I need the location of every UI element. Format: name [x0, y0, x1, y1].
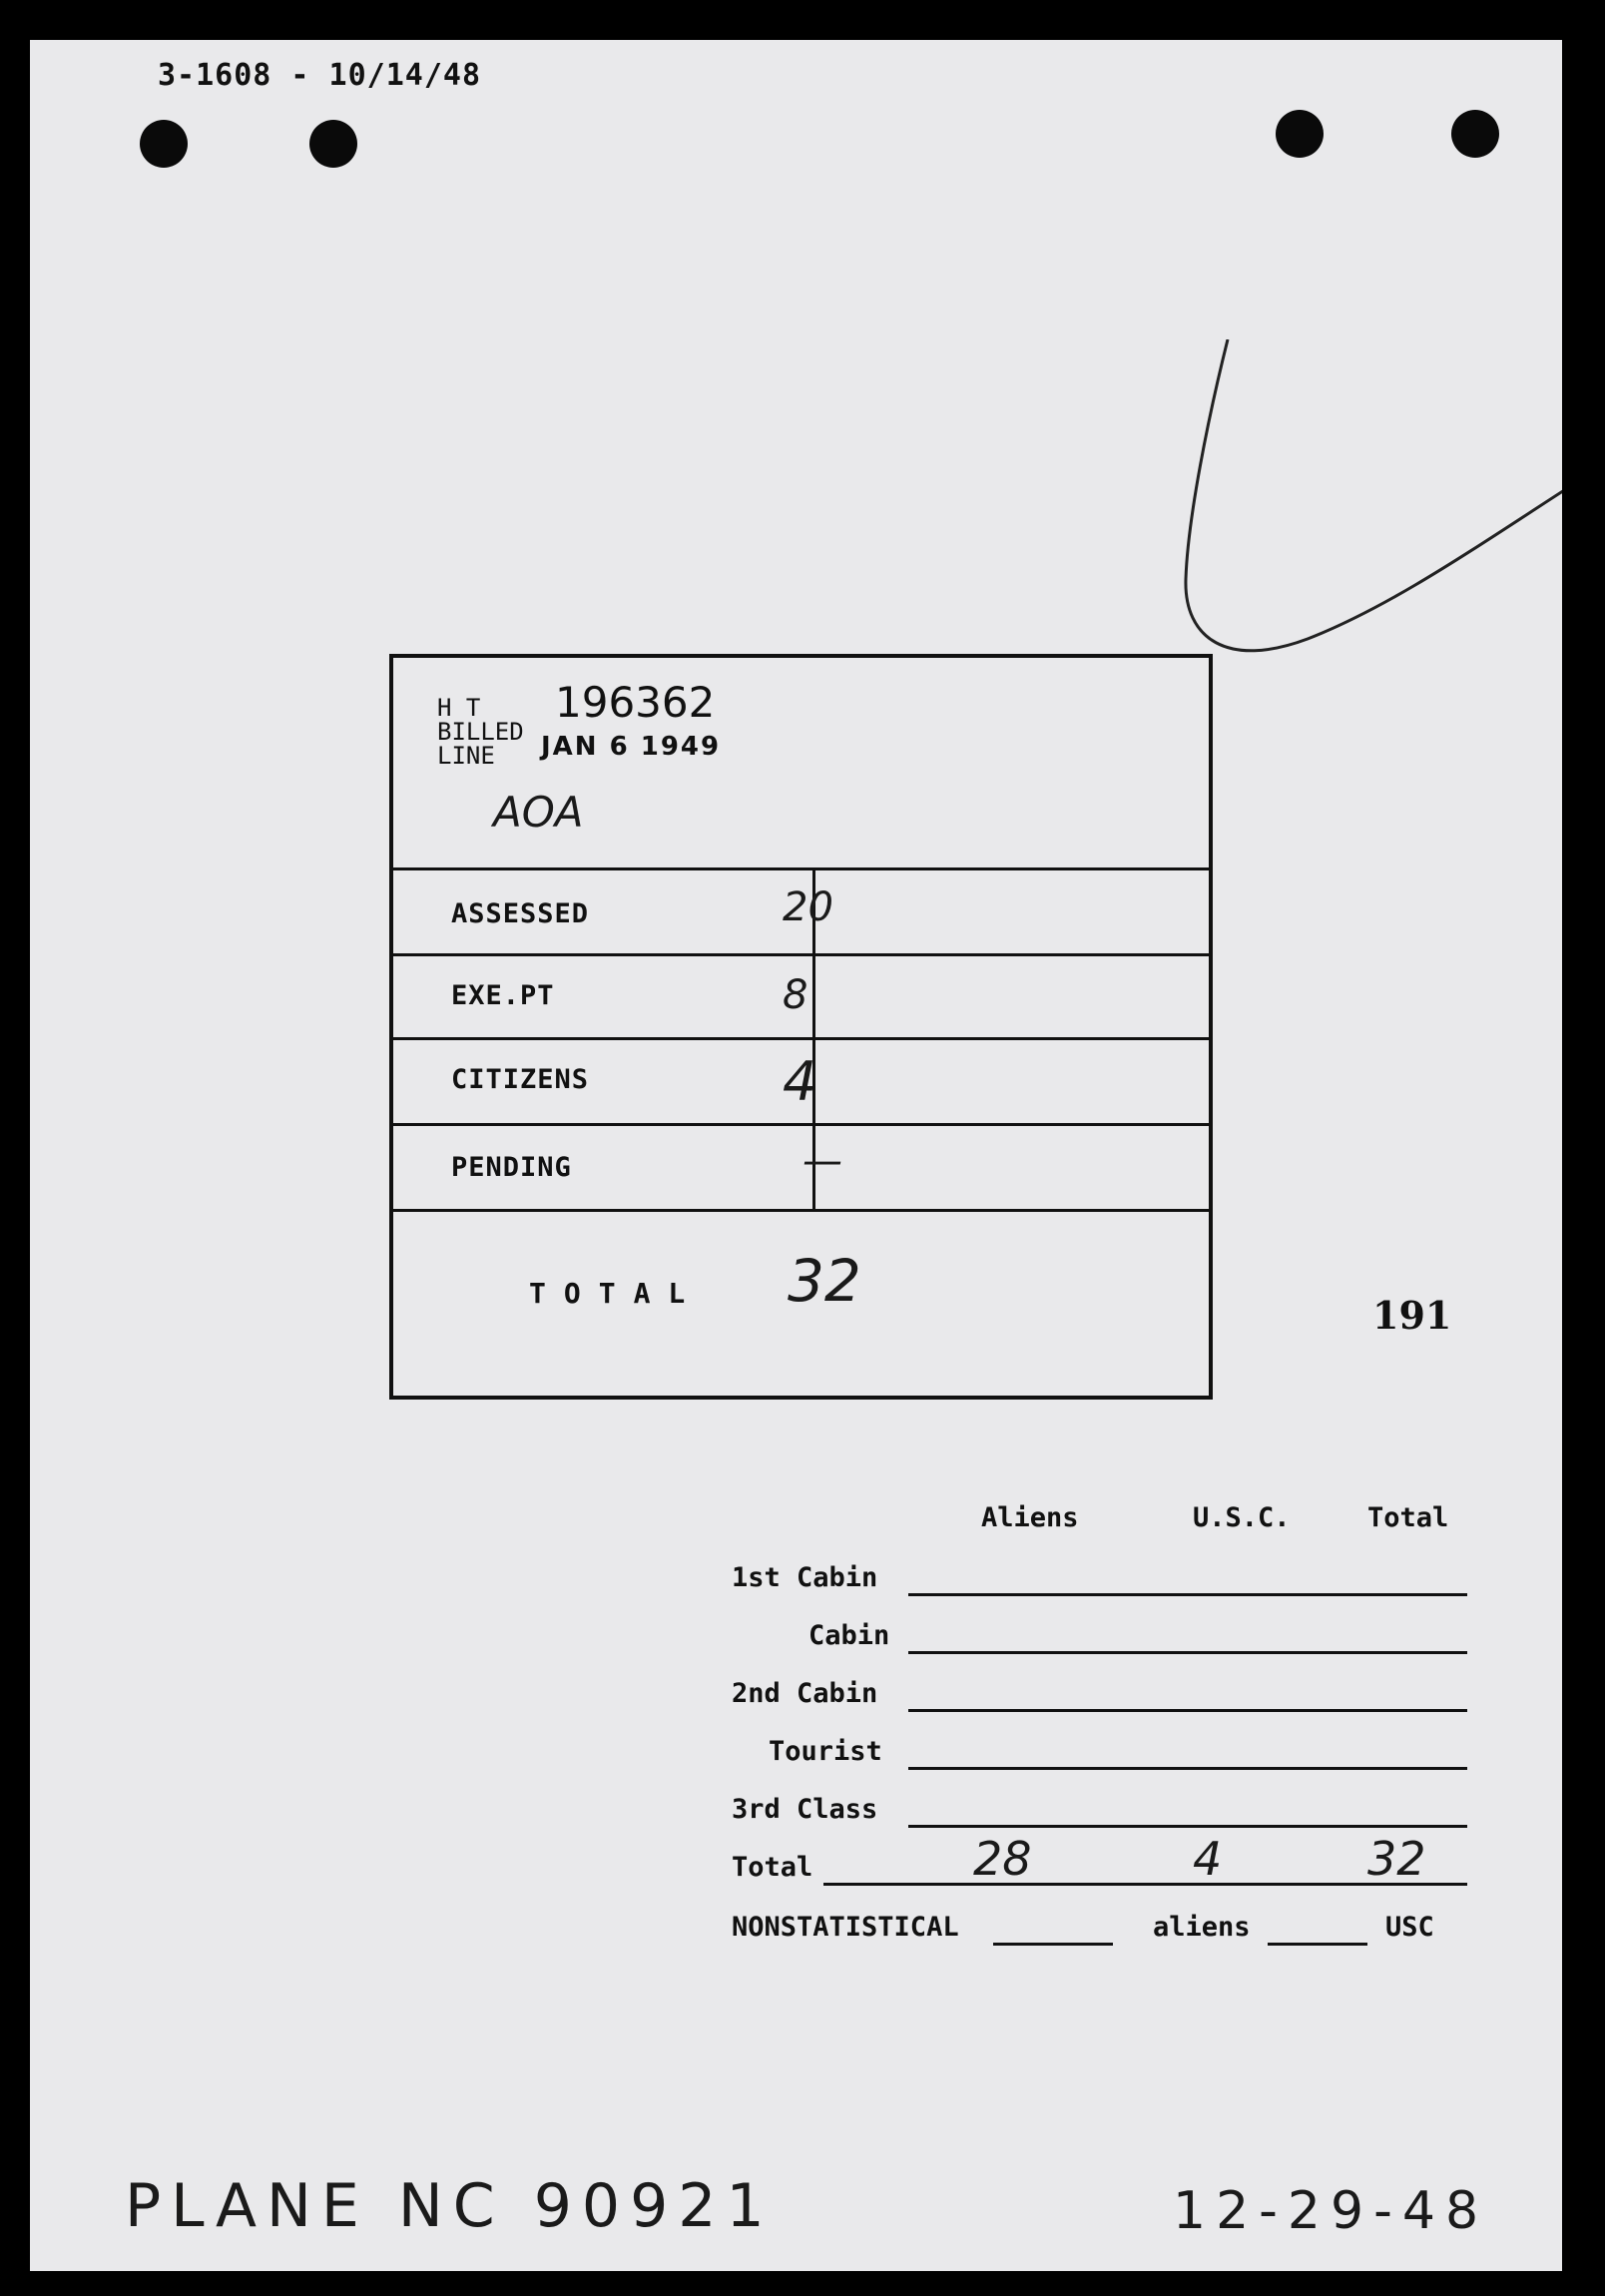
- stamp-row-assessed: [393, 867, 1209, 956]
- row-first-cabin: 1st Cabin: [732, 1562, 878, 1593]
- usc-label: USC: [1385, 1912, 1434, 1943]
- total-value: 32: [788, 1247, 861, 1315]
- row-value: 4: [783, 1050, 817, 1113]
- row-third-class: 3rd Class: [732, 1794, 878, 1825]
- row-label: CITIZENS: [451, 1064, 590, 1095]
- header-total: Total: [1367, 1502, 1449, 1533]
- row-line: [908, 1593, 1467, 1596]
- stamp-row-citizens: [393, 1037, 1209, 1126]
- row-label: PENDING: [451, 1152, 572, 1183]
- total-label: TOTAL: [529, 1277, 704, 1310]
- stamp-row-pending: [393, 1123, 1209, 1212]
- total-usc: 4: [1193, 1832, 1223, 1886]
- blank-line: [1268, 1943, 1367, 1946]
- aliens-label: aliens: [1153, 1912, 1251, 1943]
- stamp-number: 196362: [555, 678, 716, 727]
- page-stamp-number: 191: [1372, 1293, 1452, 1338]
- header-usc: U.S.C.: [1193, 1502, 1291, 1533]
- row-cabin: Cabin: [808, 1620, 890, 1651]
- row-value: —: [802, 1138, 842, 1184]
- nonstatistical-label: NONSTATISTICAL: [732, 1912, 959, 1943]
- billed-date: JAN 6 1949: [541, 732, 722, 762]
- header-aliens: Aliens: [981, 1502, 1079, 1533]
- punch-hole: [1276, 110, 1324, 158]
- row-total: Total: [732, 1852, 813, 1883]
- ht-label: H T: [437, 694, 481, 722]
- total-aliens: 28: [973, 1832, 1032, 1886]
- line-label: LINE: [437, 742, 495, 770]
- row-line: [908, 1825, 1467, 1828]
- blank-line: [993, 1943, 1113, 1946]
- total-total: 32: [1367, 1832, 1426, 1886]
- row-line: [908, 1767, 1467, 1770]
- punch-hole: [1451, 110, 1499, 158]
- row-value: 20: [783, 884, 833, 930]
- form-code: 3-1608 - 10/14/48: [158, 58, 482, 93]
- row-label: ASSESSED: [451, 898, 590, 929]
- row-line: [908, 1709, 1467, 1712]
- row-tourist: Tourist: [769, 1736, 882, 1767]
- handwritten-date: 12-29-48: [1173, 2181, 1489, 2241]
- punch-hole: [309, 120, 357, 168]
- line-code: AOA: [493, 788, 584, 837]
- stamp-row-exempt: [393, 953, 1209, 1040]
- row-value: 8: [783, 972, 808, 1018]
- check-mark: [1138, 339, 1562, 699]
- assessment-stamp: [389, 654, 1213, 1400]
- row-label: EXE.PT: [451, 980, 555, 1011]
- billed-label: BILLED: [437, 718, 524, 746]
- punch-hole: [140, 120, 188, 168]
- row-line: [908, 1651, 1467, 1654]
- row-second-cabin: 2nd Cabin: [732, 1678, 878, 1709]
- handwritten-plane-note: PLANE NC 90921: [125, 2171, 775, 2241]
- document-page: [30, 40, 1562, 2271]
